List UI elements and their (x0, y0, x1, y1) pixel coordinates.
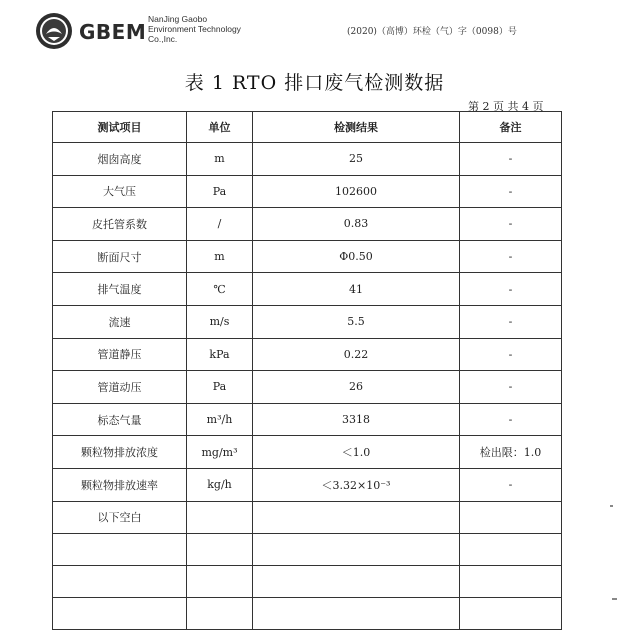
result-cell: 26 (253, 371, 460, 404)
unit-cell: m/s (187, 305, 253, 338)
unit-cell (187, 533, 253, 565)
result-cell (253, 533, 460, 565)
item-cell: 以下空白 (53, 501, 187, 533)
unit-cell: kg/h (187, 468, 253, 501)
item-cell: 排气温度 (53, 273, 187, 306)
table-row (53, 501, 562, 533)
item-cell (53, 597, 187, 629)
remark-cell: - (460, 175, 562, 208)
result-cell: Φ0.50 (253, 240, 460, 273)
remark-cell: - (460, 208, 562, 241)
company-logo-icon (35, 12, 73, 50)
company-line: Co.,Inc. (148, 34, 178, 44)
item-cell: 管道动压 (53, 371, 187, 404)
remark-cell: - (460, 338, 562, 371)
header-cell: 测试项目 (53, 112, 187, 143)
item-cell (53, 533, 187, 565)
result-cell: 25 (253, 143, 460, 176)
table-row (53, 175, 562, 208)
result-cell (253, 565, 460, 597)
unit-cell: kPa (187, 338, 253, 371)
brand-name: GBEM (79, 20, 147, 44)
result-cell: 5.5 (253, 305, 460, 338)
remark-cell: - (460, 305, 562, 338)
unit-cell: Pa (187, 371, 253, 404)
remark-cell (460, 565, 562, 597)
remark-cell: - (460, 371, 562, 404)
unit-cell: m (187, 143, 253, 176)
company-line: NanJing Gaobo (148, 14, 208, 24)
table-row (53, 436, 562, 469)
company-name (148, 14, 241, 44)
result-cell (253, 501, 460, 533)
scan-artifact (610, 505, 613, 507)
unit-cell (187, 565, 253, 597)
unit-cell (187, 597, 253, 629)
table-row (53, 338, 562, 371)
table-row (53, 565, 562, 597)
page-title: 表 1 RTO 排口废气检测数据 (184, 72, 445, 94)
document-number: (2020)（高博）环检（气）字（0098）号 (347, 27, 517, 37)
item-cell (53, 565, 187, 597)
remark-cell (460, 533, 562, 565)
unit-cell: m (187, 240, 253, 273)
unit-cell: mg/m³ (187, 436, 253, 469)
header-cell: 单位 (187, 112, 253, 143)
result-cell: 102600 (253, 175, 460, 208)
measurement-table (52, 111, 562, 630)
header-cell: 检测结果 (253, 112, 460, 143)
result-cell: 0.22 (253, 338, 460, 371)
item-cell: 标态气量 (53, 403, 187, 436)
item-cell: 断面尺寸 (53, 240, 187, 273)
scan-artifact (612, 598, 617, 600)
table-row (53, 597, 562, 629)
remark-cell (460, 501, 562, 533)
unit-cell: ℃ (187, 273, 253, 306)
result-cell: 3318 (253, 403, 460, 436)
table-row (53, 143, 562, 176)
unit-cell: Pa (187, 175, 253, 208)
table-row (53, 240, 562, 273)
unit-cell: m³/h (187, 403, 253, 436)
remark-cell: - (460, 240, 562, 273)
result-cell: 41 (253, 273, 460, 306)
remark-cell: - (460, 273, 562, 306)
result-cell (253, 597, 460, 629)
result-cell: 0.83 (253, 208, 460, 241)
item-cell: 颗粒物排放速率 (53, 468, 187, 501)
table-row (53, 468, 562, 501)
unit-cell (187, 501, 253, 533)
result-cell: ＜3.32×10⁻³ (253, 468, 460, 501)
item-cell: 颗粒物排放浓度 (53, 436, 187, 469)
item-cell: 皮托管系数 (53, 208, 187, 241)
table-row (53, 533, 562, 565)
table-row (53, 208, 562, 241)
table-header-row (53, 112, 562, 143)
item-cell: 流速 (53, 305, 187, 338)
remark-cell: - (460, 468, 562, 501)
item-cell: 烟囱高度 (53, 143, 187, 176)
page-number: 第 2 页 共 4 页 (468, 100, 544, 113)
result-cell: ＜1.0 (253, 436, 460, 469)
header-cell: 备注 (460, 112, 562, 143)
table-row (53, 273, 562, 306)
table-row (53, 371, 562, 404)
table-row (53, 403, 562, 436)
item-cell: 大气压 (53, 175, 187, 208)
table-row (53, 305, 562, 338)
remark-cell: - (460, 143, 562, 176)
unit-cell: / (187, 208, 253, 241)
remark-cell: 检出限：1.0 (460, 436, 562, 469)
item-cell: 管道静压 (53, 338, 187, 371)
remark-cell (460, 597, 562, 629)
remark-cell: - (460, 403, 562, 436)
company-line: Environment Technology (148, 24, 241, 34)
